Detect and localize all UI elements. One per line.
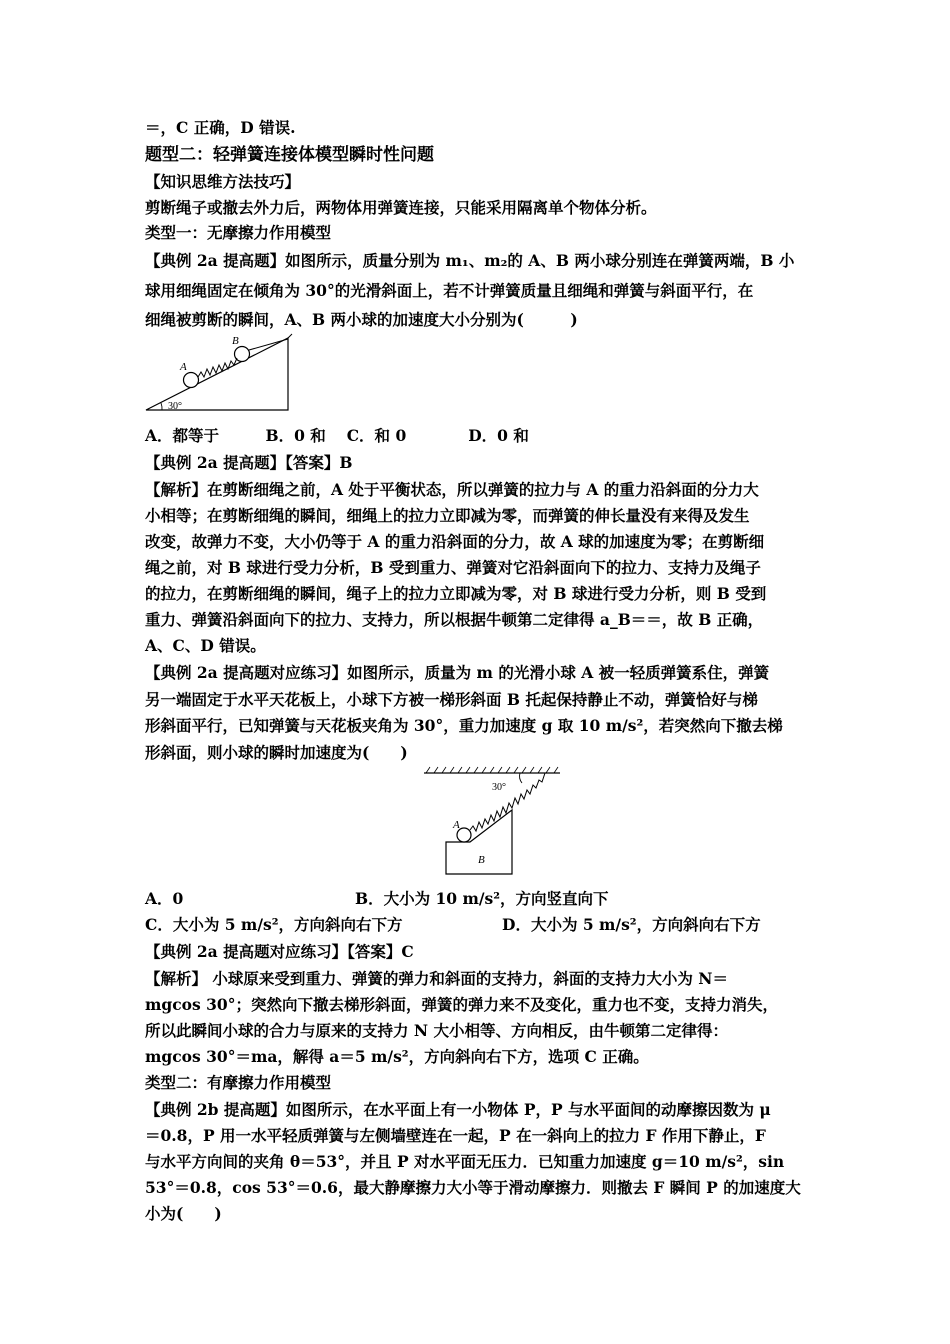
analysis-line: mgcos 30°＝ma，解得 a＝5 m/s²，方向斜向右下方，选项 C 正确。 [145,1047,649,1066]
exercise-line: 形斜面，则小球的瞬时加速度为( ) [145,743,408,762]
option-a: A．0 [145,889,184,908]
analysis-line: 绳之前，对 B 球进行受力分析，B 受到重力、弹簧对它沿斜面向下的拉力、支持力及绳子 [145,558,761,577]
option-c: C．大小为 5 m/s²，方向斜向右下方 [145,915,403,934]
exercise-line: 【典例 2a 提高题对应练习】如图所示，质量为 m 的光滑小球 A 被一轻质弹簧系住，弹簧 [145,663,770,682]
analysis-line: 重力、弹簧沿斜面向下的拉力、支持力，所以根据牛顿第二定律得 a_B＝＝，故 B 正确， [145,610,764,629]
analysis-line: 小相等；在剪断细绳的瞬间，细绳上的拉力立即减为零，而弹簧的伸长量没有来得及发生 [145,506,750,525]
option-d: D．大小为 5 m/s²，方向斜向右下方 [502,915,761,934]
question-line: 小为( ) [145,1204,222,1223]
analysis-line: 【解析】在剪断细绳之前，A 处于平衡状态，所以弹簧的拉力与 A 的重力沿斜面的分力大 [145,480,759,499]
type-heading: 类型一：无摩擦力作用模型 [145,223,332,242]
question-line: 细绳被剪断的瞬间，A、B 两小球的加速度大小分别为( ) [145,310,578,329]
question-line: 球用细绳固定在倾角为 30°的光滑斜面上，若不计弹簧质量且细绳和弹簧与斜面平行，在 [145,281,754,300]
angle-label: 30° [492,782,506,793]
analysis-line: 【解析】 小球原来受到重力、弹簧的弹力和斜面的支持力，斜面的支持力大小为 N＝ [145,969,728,988]
analysis-line: mgcos 30°；突然向下撤去梯形斜面，弹簧的弹力来不及变化，重力也不变，支持力消失， [145,995,778,1014]
options-line: A．都等于 B．0 和 C．和 0 D．0 和 [145,426,529,445]
exercise-line: 形斜面平行，已知弹簧与天花板夹角为 30°，重力加速度 g 取 10 m/s²，若突然向下撤去梯 [145,716,783,735]
label-a: A [453,819,460,831]
question-line: 【典例 2a 提高题】如图所示，质量分别为 m₁、m₂的 A、B 两小球分别连在弹簧两端，B 小 [145,251,795,270]
label-b: B [478,854,485,866]
subheading: 【知识思维方法技巧】 [145,172,301,191]
label-a: A [180,361,187,373]
question-line: ＝0.8，P 用一水平轻质弹簧与左侧墙壁连在一起，P 在一斜向上的拉力 F 作用下静止，F [145,1126,766,1145]
answer-line: 【典例 2a 提高题对应练习】【答案】C [145,942,414,961]
analysis-line: 所以此瞬间小球的合力与原来的支持力 N 大小相等、方向相反，由牛顿第二定律得： [145,1021,728,1040]
answer-line: 【典例 2a 提高题】【答案】B [145,453,353,472]
question-line: 53°＝0.8，cos 53°＝0.6，最大静摩擦力大小等于滑动摩擦力．则撤去 F 瞬间 P 的加速度大 [145,1178,801,1197]
incline-figure-1 [140,332,300,414]
option-b: B．大小为 10 m/s²，方向竖直向下 [355,889,609,908]
label-b: B [232,335,239,347]
angle-label: 30° [168,401,182,412]
section-heading: 题型二：轻弹簧连接体模型瞬时性问题 [145,145,434,165]
text-line: ＝，C 正确，D 错误. [145,118,296,137]
analysis-line: 的拉力，在剪断细绳的瞬间，绳子上的拉力立即减为零，对 B 球进行受力分析，则 B 受到 [145,584,767,603]
question-line: 【典例 2b 提高题】如图所示，在水平面上有一小物体 P，P 与水平面间的动摩擦因数为 μ [145,1100,771,1119]
ceiling-figure-2 [420,766,570,878]
analysis-line: 改变，故弹力不变，大小仍等于 A 的重力沿斜面的分力，故 A 球的加速度为零；在剪断细 [145,532,765,551]
analysis-line: A、C、D 错误。 [145,636,266,655]
exercise-line: 另一端固定于水平天花板上，小球下方被一梯形斜面 B 托起保持静止不动，弹簧恰好与梯 [145,690,758,709]
type-heading: 类型二：有摩擦力作用模型 [145,1073,332,1092]
question-line: 与水平方向间的夹角 θ＝53°，并且 P 对水平面无压力．已知重力加速度 g＝10 m/s²，sin [145,1152,785,1171]
text-line: 剪断绳子或撤去外力后，两物体用弹簧连接，只能采用隔离单个物体分析。 [145,198,657,217]
